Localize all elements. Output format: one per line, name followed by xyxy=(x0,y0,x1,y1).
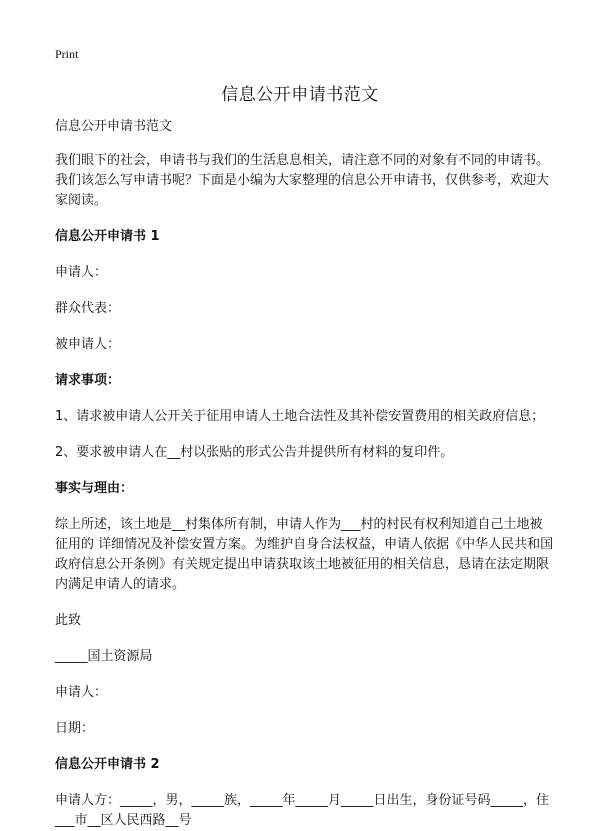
request-item-2: 2、要求被申请人在__村以张贴的形式公告并提供所有材料的复印件。 xyxy=(55,445,454,460)
request-heading: 请求事项： xyxy=(55,373,121,388)
signature-date: 日期： xyxy=(55,721,95,736)
applicant-line: 申请人： xyxy=(55,265,108,280)
facts-paragraph: 综上所述，该土地是__村集体所有制，申请人作为___村的村民有权利知道自己土地被征用的 详细情况及补偿安置方案。为维护自身合法权益，申请人依据《中华人民共和国政府信息公开条例》有关规定提出申请获取该土地被征用的相关信息，恳请在法定期限内满足申请人的请求。 xyxy=(55,517,554,592)
document-title: 信息公开申请书范文 xyxy=(221,85,379,105)
respondent-line: 被申请人： xyxy=(55,337,121,352)
request-item-1: 1、请求被申请人公开关于征用申请人土地合法性及其补偿安置费用的相关政府信息； xyxy=(55,409,545,424)
section1-heading: 信息公开申请书 1 xyxy=(55,229,160,244)
recipient-line: _____国土资源局 xyxy=(55,649,153,664)
document-body xyxy=(55,117,555,831)
section2-heading: 信息公开申请书 2 xyxy=(55,757,160,772)
representative-line: 群众代表： xyxy=(55,301,121,316)
print-label: Print xyxy=(55,47,79,61)
facts-heading: 事实与理由： xyxy=(55,481,134,496)
intro-paragraph: 我们眼下的社会，申请书与我们的生活息息相关，请注意不同的对象有不同的申请书。我们该怎么写申请书呢？下面是小编为大家整理的信息公开申请书，仅供参考，欢迎大家阅读。 xyxy=(55,153,550,208)
salutation: 此致 xyxy=(55,613,82,628)
signature-applicant: 申请人： xyxy=(55,685,108,700)
document-subtitle: 信息公开申请书范文 xyxy=(55,119,173,134)
section2-applicant-line: 申请人方：_____，男，_____族，_____年_____月_____日出生，身份证号码_____，住___市__区人民西路__号 xyxy=(55,793,550,828)
